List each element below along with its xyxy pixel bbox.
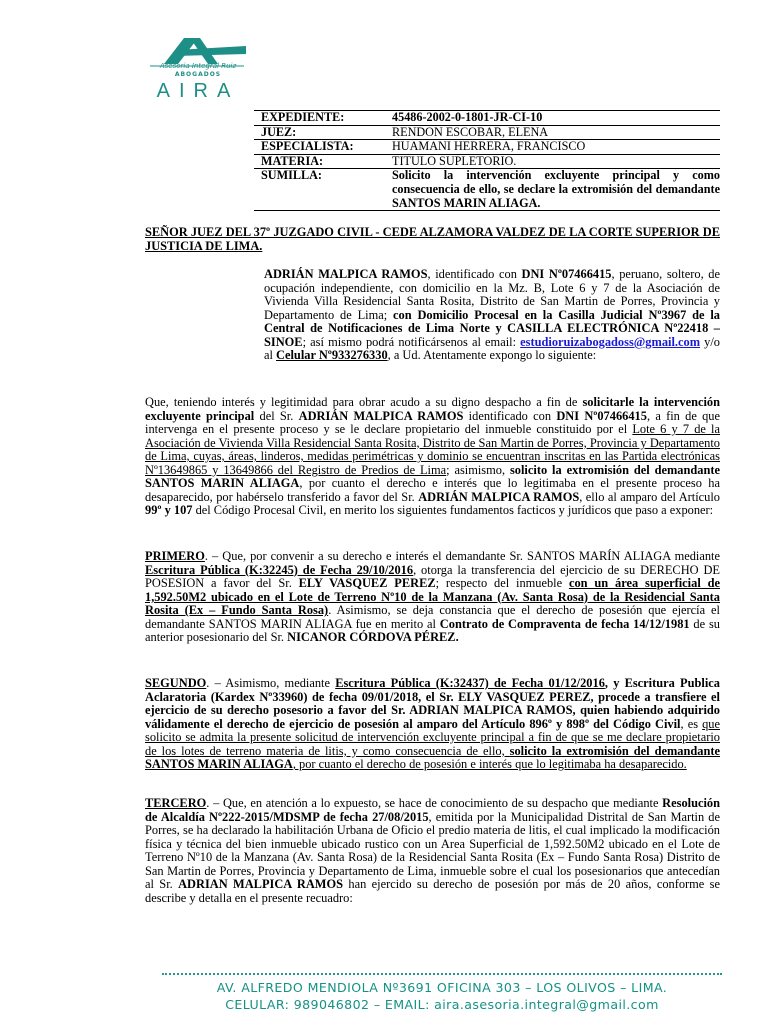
header-value: Solicito la intervención excluyente principal y como consecuencia de ello, se declare la extromisión del demandante SANTOS MARIN ALIAGA. [385, 169, 720, 211]
header-key: ESPECIALISTA: [254, 140, 385, 155]
para-text: del Sr. [254, 408, 299, 423]
header-value: RENDON ESCOBAR, ELENA [385, 125, 720, 140]
para-text: , emitida por la Municipalidad Distrital de San Martin de Porres, se ha declarado la habilitación Urbana de Oficio el predio materia de litis, el cual implicado la modificación física y técnica del bien inmueble ubicado rustico con un Area Superficial de 1,592.50M2 ubicado en el Lote de Terreno Nº10 de la Manzana (Av. Santa Rosa) de la Residencial Santa Rosita (Ex – Fundo Santa Rosa) Distrito de San Martin de Porres, Provincia y Departamento de Lima, inmueble sobre el cual los posesionarios que antecedían al Sr. [145, 809, 720, 892]
para-underline: , por cuanto el derecho de posesión e interés que lo legitimaba ha desaparecido. [292, 757, 687, 772]
logo-tagline: ABOGADOS [174, 71, 222, 78]
section-label: SEGUNDO [145, 676, 207, 690]
email-link[interactable]: estudioruizabogadoss@gmail.com [520, 334, 701, 349]
header-row-sumilla [254, 169, 720, 211]
para-bold-underline: solicito la extromisión del demandante SANTOS MARIN ALIAGA [145, 743, 720, 772]
para-bold: DNI Nº07466415 [556, 408, 647, 423]
header-key: EXPEDIENTE: [254, 111, 385, 126]
para-text: , ello al amparo del Artículo [579, 489, 720, 504]
para-text: de su anterior posesionario del Sr. [145, 616, 720, 645]
para-text: Que, teniendo interés y legitimidad para obrar acudo a su digno despacho a fin de [145, 395, 583, 409]
segundo-paragraph [145, 677, 720, 772]
logo-brand: AIRA [156, 80, 240, 102]
para-text: . – Asimismo, mediante [206, 676, 336, 690]
intro-casilla: con Domicilio Procesal en la Casilla Judicial Nº3967 de la Central de Notificaciones de Lima Norte y CASILLA ELECTRÓNICA Nº22418 – SINOE [264, 307, 720, 349]
case-header-table [254, 110, 720, 211]
intro-text: y/o al [264, 334, 720, 363]
header-row-expediente [254, 111, 720, 126]
intro-name: ADRIÁN MALPICA RAMOS [264, 267, 428, 281]
para-bold-underline: con un área superficial de 1,592.50M2 ubicado en el Lote de Terreno Nº10 de la Manzana (Av. Santa Rosa) de la Residencial Santa Rosita (Ex – Fundo Santa Rosa) [145, 576, 720, 618]
header-row-juez [254, 125, 720, 140]
intro-celular: Celular Nº933276330 [276, 348, 388, 363]
para-text: han ejercido su derecho de posesión por más de 20 años, conforme se describe y detalla en el presente recuadro: [145, 877, 720, 905]
footer-contact: CELULAR: 989046802 – EMAIL: aira.asesoria.integral@gmail.com [225, 997, 659, 1012]
para-bold: 99º y 107 [145, 503, 193, 518]
para-text: , a fin de que intervenga en el presente proceso y se le declare propietario del inmueble constituido por el [145, 408, 721, 437]
primero-paragraph [145, 550, 720, 645]
para-text: , otorga la transferencia del ejercicio de su DERECHO DE POSESION a favor del Sr. [145, 562, 720, 591]
para-underline: que solicito se admita la presente solicitud de intervención excluyente principal a fin de que se me declare propietario de los lotes de terreno materia de litis, y como consecuencia de ello, [145, 716, 720, 758]
logo-firm-name: Asesoria Integral Ruiz [159, 62, 237, 70]
intro-paragraph [264, 268, 720, 363]
para-text: . – Que, en atención a lo expuesto, se hace de conocimiento de su despacho que mediante [206, 796, 663, 810]
intro-text: , identificado con [427, 267, 522, 281]
para-text: . – Que, por convenir a su derecho e interés el demandante Sr. SANTOS MARÍN ALIAGA mediante [204, 549, 720, 563]
header-key: MATERIA: [254, 154, 385, 169]
footer-address: AV. ALFREDO MENDIOLA Nº3691 OFICINA 303 – LOS OLIVOS – LIMA. [216, 980, 668, 995]
section-label: TERCERO [145, 796, 207, 810]
header-key: SUMILLA: [254, 169, 385, 211]
para-text: , por cuanto el derecho e interés que lo legitimaba en el presente proceso ha desaparecido, por habérselo transferido a favor del Sr. [145, 476, 720, 504]
para-text: , es [680, 716, 703, 731]
intro-dni: DNI Nº07466415 [521, 267, 612, 281]
para-text: del Código Procesal Civil, en merito los siguientes fundamentos facticos y jurídicos que paso a exponer: [192, 503, 714, 518]
para-bold: Contrato de Compraventa de fecha 14/12/1981 [439, 616, 690, 631]
para-text: identificado con [463, 408, 557, 423]
para-bold: ADRIÁN MALPICA RAMOS [298, 408, 464, 423]
para-bold: ADRIÁN MALPICA RAMOS [418, 489, 580, 504]
header-key: JUEZ: [254, 125, 385, 140]
para-bold: ADRIAN MALPICA RAMOS [178, 877, 344, 892]
para-text: ; respecto del inmueble [435, 576, 569, 591]
para-bold-underline: Escritura Pública (K:32245) de Fecha 29/10/2016 [145, 562, 414, 577]
para-underline: Lote 6 y 7 de la Asociación de Vivienda Villa Residencial Santa Rosita, Distrito de San Martin de Porres, Provincia y Departamento de Lima, cuyas, áreas, linderos, medidas perimétricas y dominio se encuentran inscritas en las Partida electrónicas Nº13649865 y 13649866 del Registro de Predios de Lima [145, 422, 720, 477]
para-bold: , y Escritura Publica Aclaratoria (Kardex Nº33960) de fecha 09/01/2018, el Sr. ELY VASQUEZ PEREZ, procede a transfiere el ejercicio de su derecho posesorio a favor del Sr. ADRIAN MALPICA RAMOS, quien habiendo adquirido válidamente el derecho de ejercicio de posesión al amparo del Artículo 896º y 898º del Código Civil [145, 676, 720, 731]
footer-divider [162, 973, 722, 975]
que-paragraph [145, 396, 720, 518]
intro-text: ; así mismo podrá notificársenos al email: [302, 334, 521, 349]
para-bold: NICANOR CÓRDOVA PÉREZ. [287, 630, 459, 645]
header-value: 45486-2002-0-1801-JR-CI-10 [385, 111, 720, 126]
para-text: ; asimismo, [446, 462, 510, 477]
para-bold-underline: Escritura Pública (K:32437) de Fecha 01/12/2016 [335, 676, 605, 690]
header-value: TITULO SUPLETORIO. [385, 154, 720, 169]
para-bold: ELY VASQUEZ PEREZ [298, 576, 436, 591]
header-row-especialista [254, 140, 720, 155]
header-value: HUAMANI HERRERA, FRANCISCO [385, 140, 720, 155]
para-text: . Asimismo, se deja constancia que el derecho de posesión que ejercía el demandante SANTOS MARIN ALIAGA fue en merito al [145, 603, 720, 631]
para-bold: solicito la extromisión del demandante SANTOS MARIN ALIAGA [145, 462, 720, 491]
para-bold: solicitarle la intervención excluyente principal [145, 395, 720, 423]
intro-text: , peruano, soltero, de ocupación independiente, con domicilio en la Mz. B, Lote 6 y 7 de la Asociación de Vivienda Villa Residencial Santa Rosita, Distrito de San Martin de Porres, Provincia y Departamento de Lima; [264, 267, 720, 322]
header-row-materia [254, 154, 720, 169]
addressee: SEÑOR JUEZ DEL 37º JUZGADO CIVIL - CEDE ALZAMORA VALDEZ DE LA CORTE SUPERIOR DE JUSTICIA DE LIMA. [145, 225, 720, 253]
para-bold: Resolución de Alcaldía Nº222-2015/MDSMP de fecha 27/08/2015 [145, 796, 720, 824]
tercero-paragraph [145, 797, 720, 905]
section-label: PRIMERO [145, 549, 205, 563]
firm-logo [146, 36, 248, 108]
intro-text: , a Ud. Atentamente expongo lo siguiente: [387, 348, 597, 363]
